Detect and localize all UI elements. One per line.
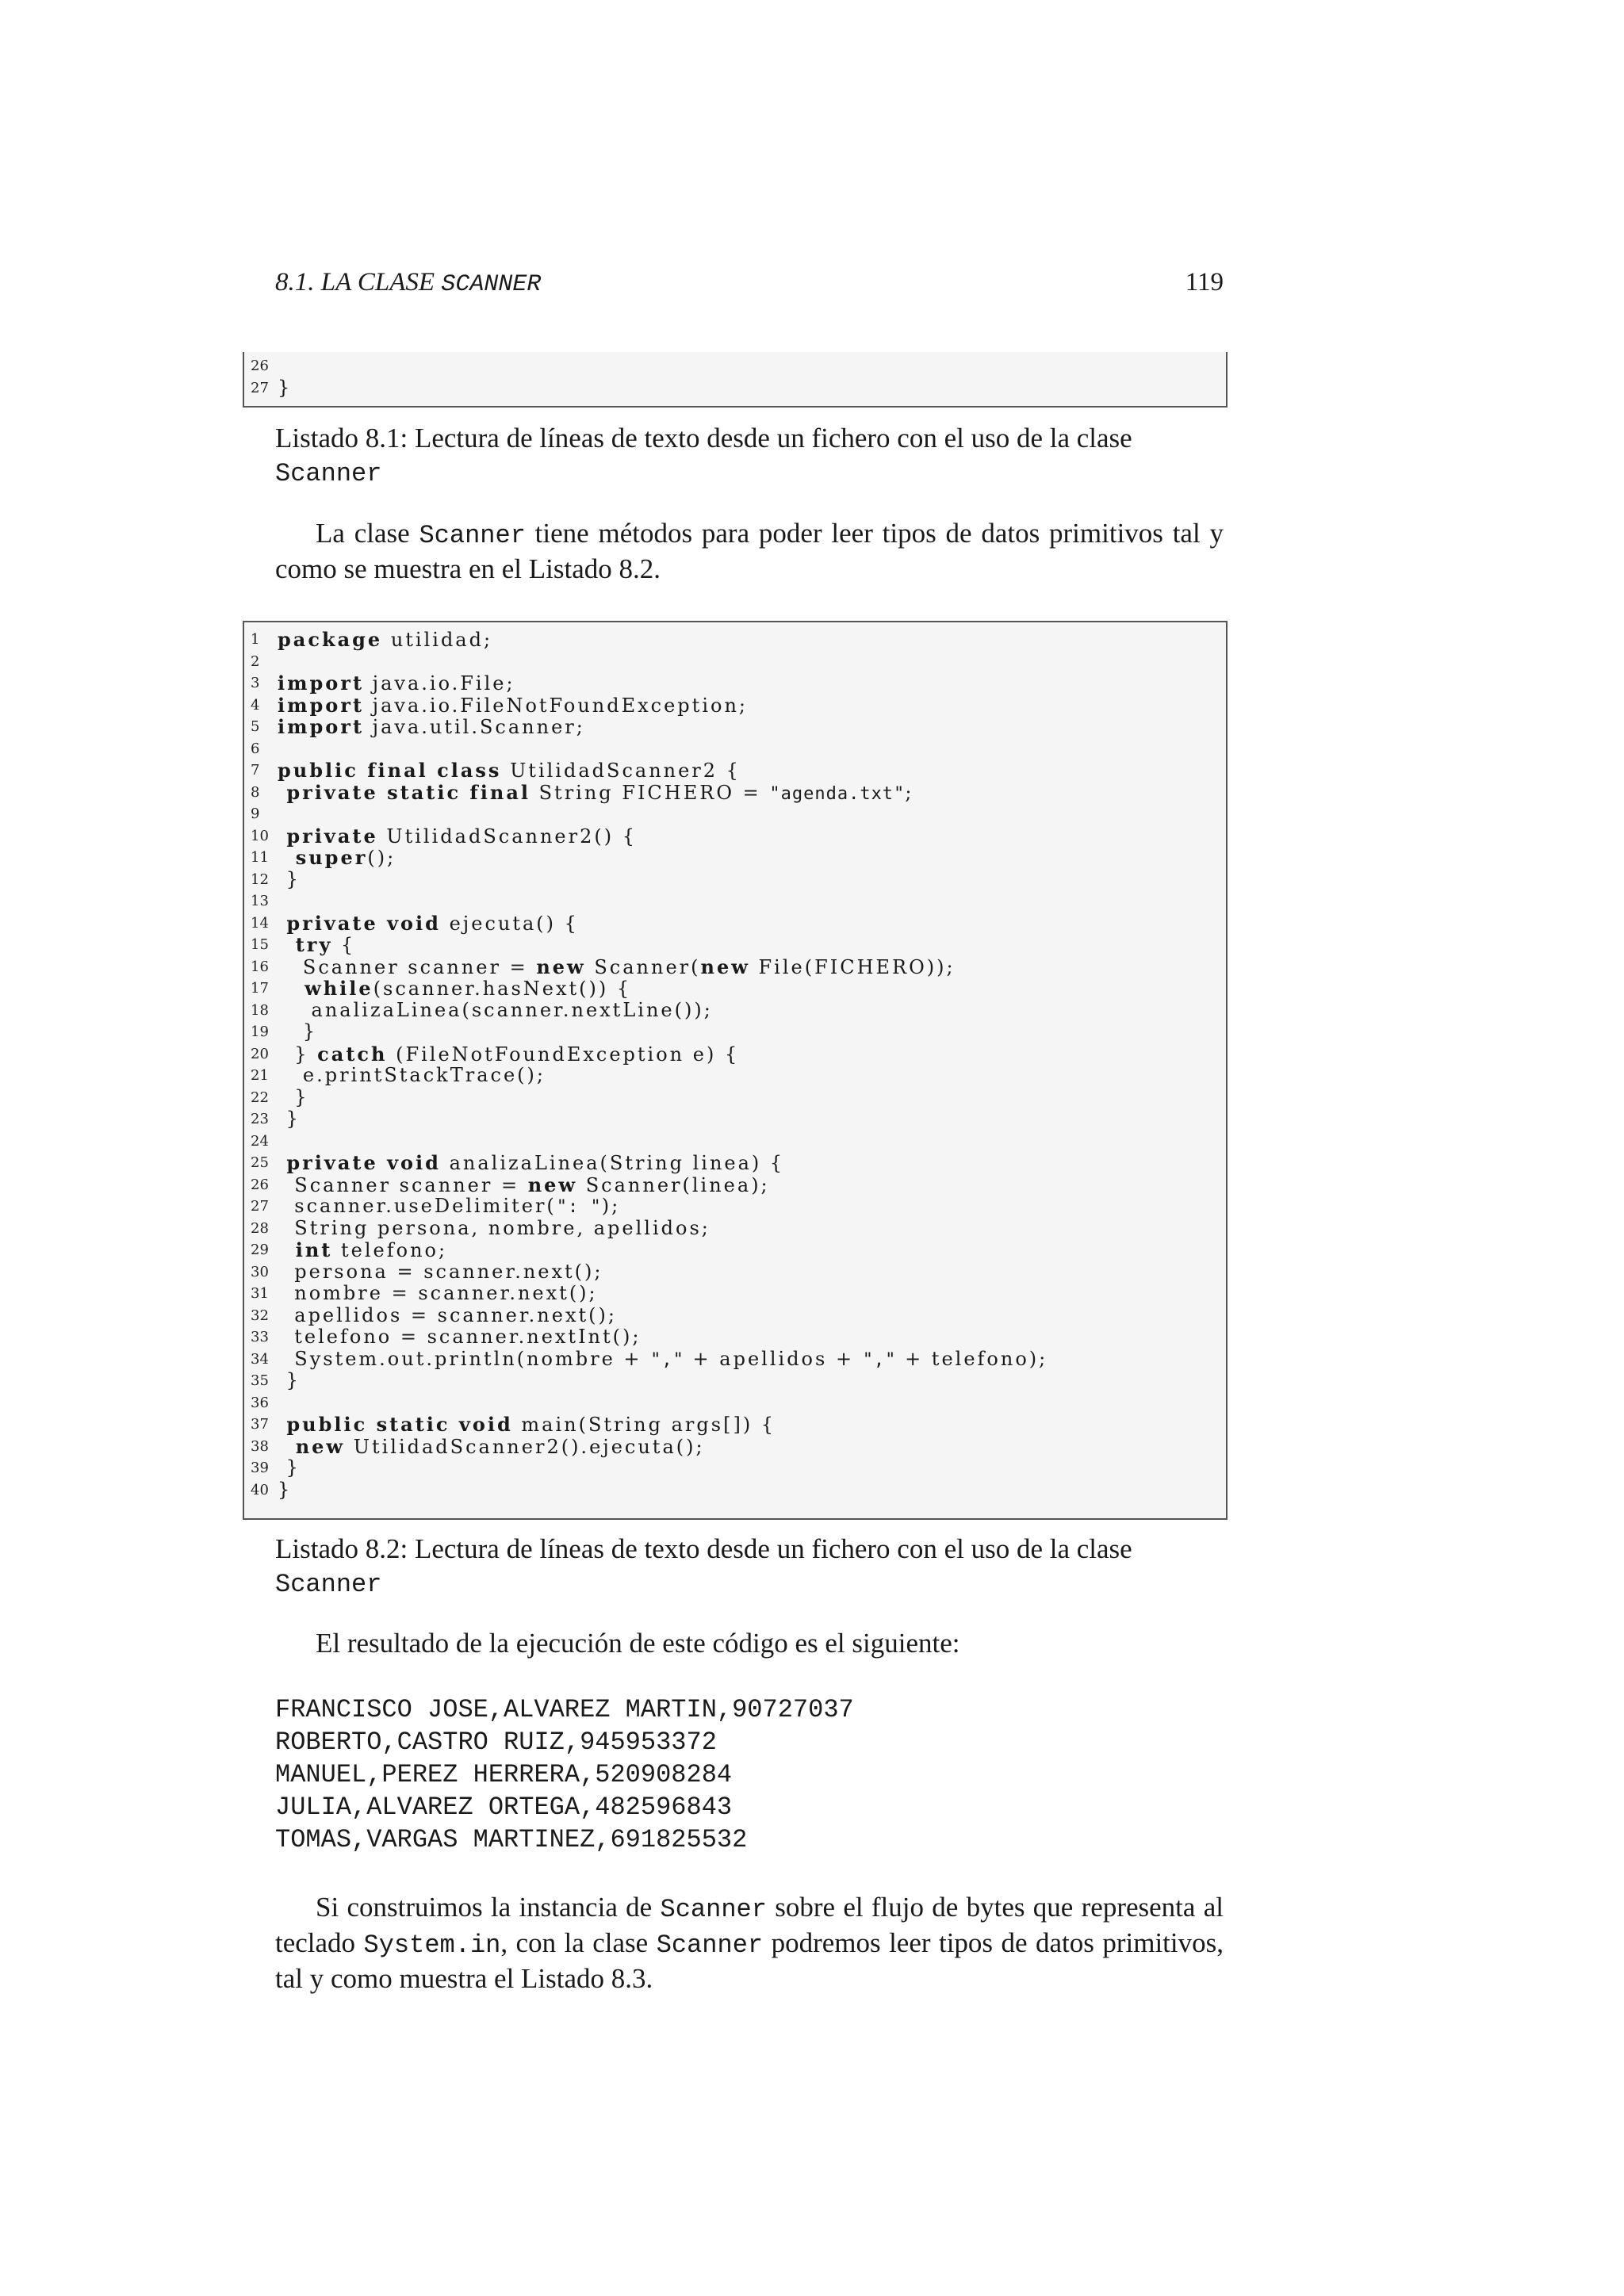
line-number: 35 — [251, 1372, 269, 1389]
code-token: } — [278, 1456, 301, 1479]
code-text — [278, 1326, 641, 1349]
line-number: 4 — [251, 696, 260, 714]
code-text — [278, 1108, 301, 1131]
section-title: 8.1. LA CLASE SCANNER — [275, 268, 542, 298]
code-token: analizaLinea(String linea) { — [440, 1152, 785, 1174]
code-token: UtilidadScanner2().ejecuta(); — [345, 1435, 705, 1458]
output-line: ROBERTO,CASTRO RUIZ,945953372 — [275, 1728, 717, 1757]
code-token: ejecuta() { — [440, 912, 579, 935]
code-token: System.out.println(nombre + — [278, 1347, 651, 1370]
line-number: 22 — [251, 1089, 269, 1106]
code-text — [278, 1349, 1048, 1372]
code-token: String persona, nombre, apellidos; — [278, 1216, 710, 1239]
code-token: Scanner scanner = — [278, 1173, 528, 1196]
code-keyword: private — [278, 824, 378, 848]
code-token: } — [278, 1369, 301, 1391]
code-keyword: public static void — [278, 1413, 513, 1436]
code-text — [278, 1043, 739, 1066]
code-token: + apellidos + — [684, 1347, 863, 1370]
code-token: nombre = scanner.next(); — [278, 1282, 598, 1304]
code-text — [278, 760, 741, 783]
code-text — [278, 1000, 713, 1022]
code-token: utilidad; — [382, 629, 493, 651]
code-text — [278, 1261, 603, 1284]
code-text — [278, 1218, 710, 1240]
line-number: 31 — [251, 1285, 269, 1302]
code-token: apellidos = scanner.next(); — [278, 1303, 617, 1326]
code-keyword: super — [278, 846, 368, 869]
line-number: 30 — [251, 1263, 269, 1280]
code-text — [278, 1065, 546, 1087]
line-number: 8 — [251, 783, 260, 801]
code-token: java.io.FileNotFoundException; — [364, 694, 748, 717]
code-keyword: private void — [278, 1151, 441, 1174]
code-token: telefono; — [332, 1239, 448, 1261]
code-string: "," — [650, 1349, 684, 1370]
paragraph-result: El resultado de la ejecución de este código es el siguiente: — [316, 1628, 960, 1659]
code-keyword: new — [700, 955, 750, 978]
paragraph-keyboard: Si construimos la instancia de Scanner sobre el flujo de bytes que representa al teclado System.in, con la clase Scanner podremos leer tipos de datos primitivos, tal y como muestra el Listado 8.3. — [275, 1892, 1224, 1994]
line-number: 10 — [251, 827, 269, 844]
code-text — [278, 1239, 447, 1262]
line-number: 2 — [251, 652, 260, 670]
listing-8-1-fragment — [243, 352, 1228, 408]
code-keyword: import — [278, 715, 365, 738]
code-token: ); — [601, 1195, 621, 1217]
code-text — [278, 377, 292, 400]
code-token: + telefono); — [896, 1347, 1048, 1370]
line-number: 26 — [251, 358, 269, 374]
code-keyword: public final class — [278, 759, 502, 782]
code-text — [278, 1087, 309, 1109]
code-text — [278, 934, 355, 957]
code-keyword: try — [278, 933, 333, 956]
code-token: Scanner scanner = — [278, 955, 537, 978]
line-number: 15 — [251, 936, 269, 953]
code-token: } — [278, 377, 293, 399]
code-text — [278, 716, 585, 739]
line-number: 39 — [251, 1460, 269, 1476]
line-number: 21 — [251, 1067, 269, 1084]
code-token: analizaLinea(scanner.nextLine()); — [278, 998, 713, 1021]
caption-listing-8-2: Listado 8.2: Lectura de líneas de texto desde un fichero con el uso de la clase Scanner — [275, 1533, 1132, 1599]
code-text — [278, 1457, 301, 1479]
line-number: 9 — [251, 806, 260, 822]
code-text — [278, 672, 515, 695]
page-number: 119 — [1185, 268, 1224, 297]
code-token: } — [278, 1108, 301, 1130]
running-header — [275, 268, 1224, 308]
code-string: ": " — [556, 1197, 602, 1217]
code-token: } — [278, 1020, 318, 1043]
code-token: Scanner( — [585, 955, 701, 978]
code-text — [278, 956, 956, 979]
line-number: 40 — [251, 1481, 269, 1498]
code-token: } — [278, 1085, 309, 1108]
code-token: telefono = scanner.nextInt(); — [278, 1326, 642, 1348]
code-token: scanner.useDelimiter( — [278, 1195, 557, 1217]
output-line: FRANCISCO JOSE,ALVAREZ MARTIN,90727037 — [275, 1695, 854, 1724]
code-token: } — [278, 867, 301, 890]
code-keyword: int — [278, 1238, 333, 1261]
code-token: UtilidadScanner2 { — [501, 760, 741, 782]
code-keyword: new — [536, 955, 586, 978]
line-number: 28 — [251, 1219, 269, 1237]
code-keyword: catch — [317, 1042, 388, 1066]
code-text — [278, 1152, 784, 1175]
code-token: } — [278, 1043, 318, 1066]
code-text — [278, 1414, 776, 1437]
line-number: 20 — [251, 1045, 269, 1062]
program-output — [275, 1693, 1224, 1856]
line-number: 27 — [251, 380, 269, 396]
code-token: (FileNotFoundException e) { — [387, 1043, 740, 1066]
line-number: 6 — [251, 740, 260, 757]
code-text — [278, 913, 579, 936]
code-keyword: import — [278, 672, 365, 695]
code-text — [278, 869, 301, 891]
code-keyword: while — [278, 977, 373, 1000]
code-text — [278, 1021, 317, 1043]
code-text — [278, 1283, 598, 1305]
line-number: 1 — [251, 631, 260, 648]
code-token: (); — [367, 847, 396, 869]
caption-listing-8-1: Listado 8.1: Lectura de líneas de texto desde un fichero con el uso de la clase Scanner — [275, 423, 1132, 488]
line-number: 23 — [251, 1111, 269, 1127]
code-token: persona = scanner.next(); — [278, 1260, 603, 1283]
code-token: main(String args[]) { — [512, 1414, 776, 1436]
code-text — [278, 1174, 770, 1197]
code-text — [278, 1370, 301, 1392]
code-token: ; — [905, 781, 914, 804]
line-number: 19 — [251, 1024, 269, 1040]
code-text — [278, 1436, 705, 1459]
code-token: } — [278, 1478, 293, 1501]
code-text — [278, 1196, 620, 1219]
code-text — [278, 978, 631, 1001]
line-number: 24 — [251, 1132, 269, 1150]
code-token: e.printStackTrace(); — [278, 1064, 546, 1086]
line-number: 32 — [251, 1307, 269, 1324]
code-token: (scanner.hasNext()) { — [373, 978, 632, 1000]
line-number: 26 — [251, 1176, 269, 1193]
line-number: 16 — [251, 958, 269, 975]
code-keyword: import — [278, 693, 365, 717]
line-number: 3 — [251, 675, 260, 691]
code-token: java.io.File; — [364, 672, 515, 695]
code-string: "agenda.txt" — [769, 783, 906, 804]
line-number: 36 — [251, 1394, 269, 1411]
code-token: File(FICHERO)); — [749, 955, 956, 978]
code-keyword: new — [527, 1173, 578, 1196]
code-text — [278, 629, 492, 652]
line-number: 17 — [251, 980, 269, 997]
line-number: 14 — [251, 914, 269, 932]
code-token: { — [332, 934, 356, 956]
line-number: 11 — [251, 849, 269, 866]
code-text — [278, 1305, 617, 1327]
code-text — [278, 695, 748, 718]
line-number: 34 — [251, 1350, 269, 1368]
line-number: 33 — [251, 1329, 269, 1345]
output-line: JULIA,ALVAREZ ORTEGA,482596843 — [275, 1793, 733, 1822]
code-token: String FICHERO = — [530, 781, 770, 804]
code-token: Scanner(linea); — [577, 1173, 770, 1196]
line-number: 5 — [251, 718, 260, 735]
line-number: 38 — [251, 1437, 269, 1455]
line-number: 12 — [251, 871, 269, 888]
line-number: 13 — [251, 893, 269, 909]
code-text — [278, 825, 637, 848]
line-number: 37 — [251, 1416, 269, 1433]
line-number: 7 — [251, 762, 260, 779]
line-number: 25 — [251, 1154, 269, 1171]
listing-8-2-code — [243, 621, 1228, 1520]
output-line: MANUEL,PEREZ HERRERA,520908284 — [275, 1760, 733, 1789]
line-number: 18 — [251, 1001, 269, 1019]
code-text — [278, 847, 396, 870]
code-string: "," — [862, 1349, 897, 1370]
code-text — [278, 782, 914, 806]
code-keyword: package — [278, 628, 383, 651]
line-number: 29 — [251, 1242, 269, 1258]
line-number: 27 — [251, 1198, 269, 1215]
code-keyword: new — [278, 1434, 346, 1458]
code-token: UtilidadScanner2() { — [377, 825, 637, 848]
paragraph-intro: La clase Scanner tiene métodos para poder leer tipos de datos primitivos tal y como se muestra en el Listado 8.2. — [275, 518, 1224, 584]
code-keyword: private static final — [278, 780, 530, 804]
code-keyword: private void — [278, 911, 441, 935]
output-line: TOMAS,VARGAS MARTINEZ,691825532 — [275, 1825, 748, 1854]
code-token: java.util.Scanner; — [364, 716, 585, 738]
code-text — [278, 1479, 292, 1502]
